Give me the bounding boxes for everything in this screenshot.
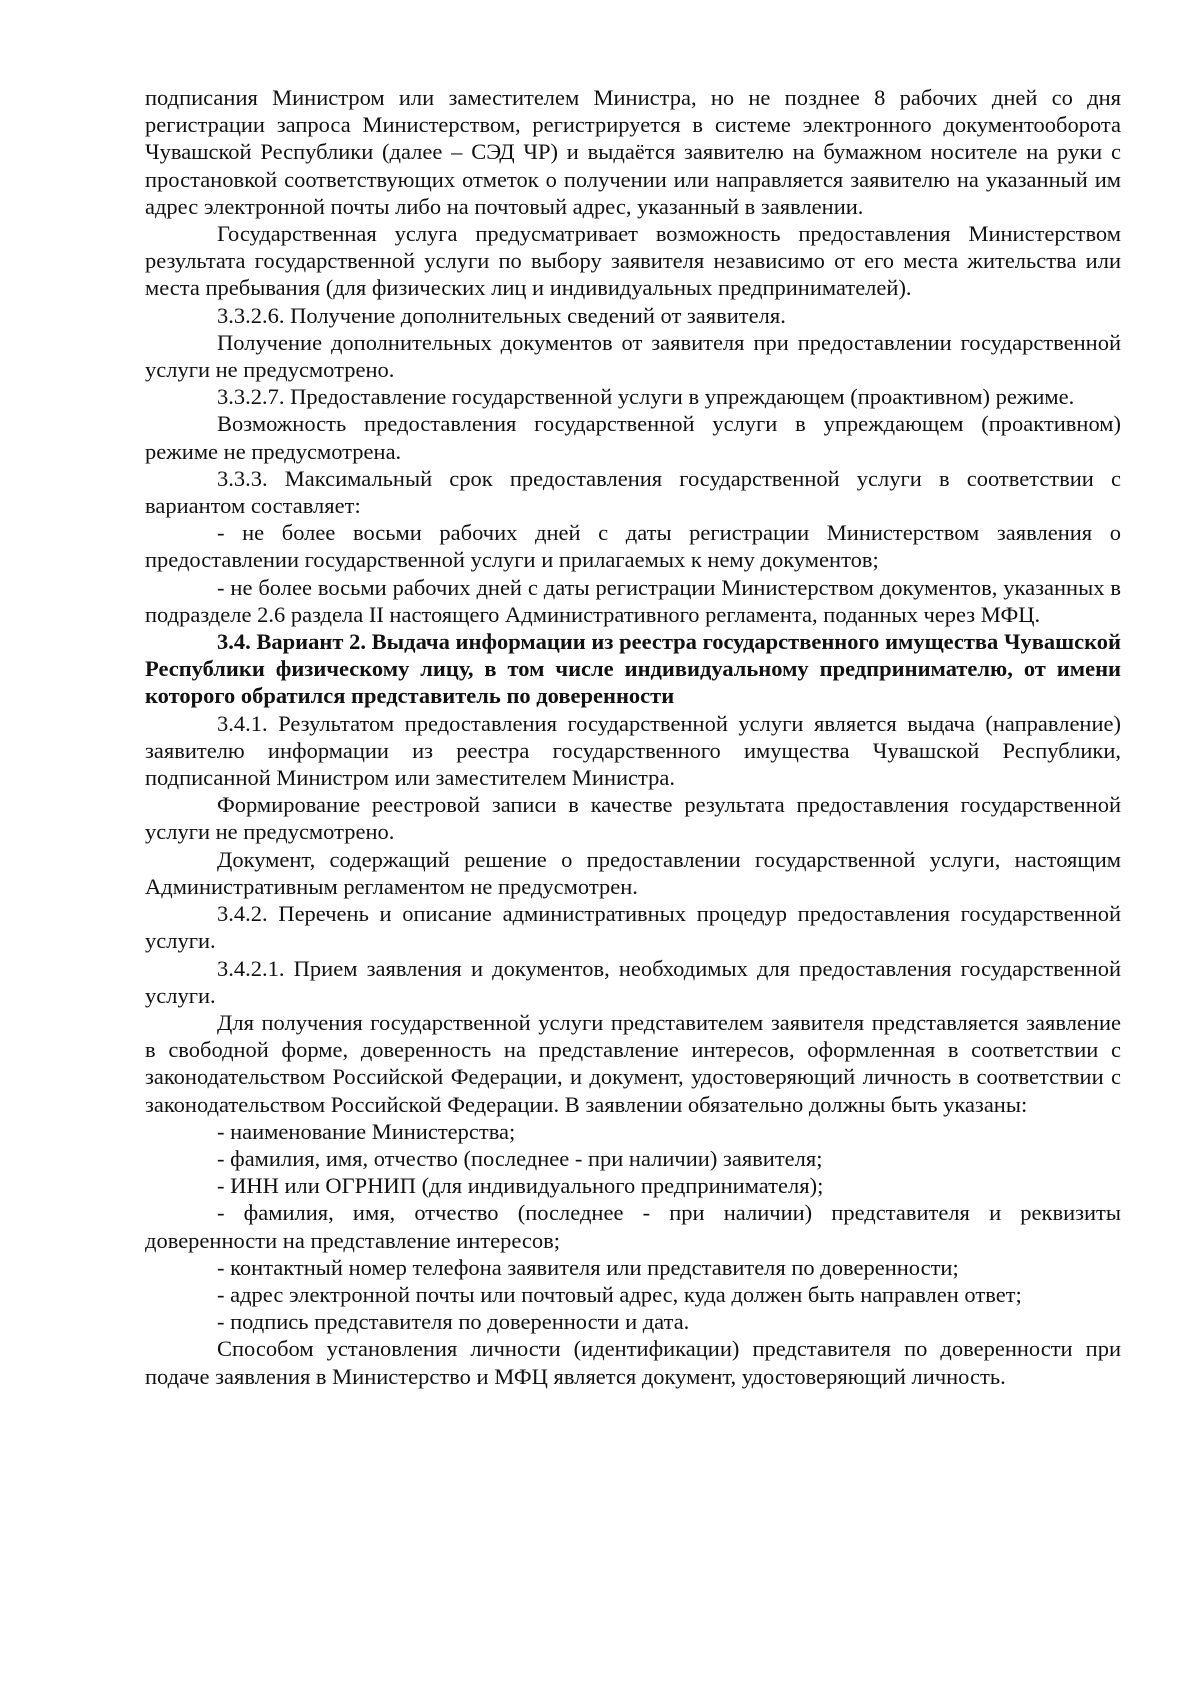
list-item-reply-address: - адрес электронной почты или почтовый адрес, куда должен быть направлен ответ; bbox=[217, 1281, 1022, 1307]
section-heading-3-4: 3.4. Вариант 2. Выдача информации из реестра государственного имущества Чувашской Республики физическому лицу, в том числе индивидуальному предпринимателю, от имени которого обратился представитель по доверенности bbox=[145, 629, 1121, 709]
paragraph-identification-method: Способом установления личности (идентификации) представителя по доверенности при подаче заявления в Министерство и МФЦ является документ, удостоверяющий личность. bbox=[145, 1336, 1121, 1389]
paragraph-3-4-1-result: 3.4.1. Результатом предоставления государственной услуги является выдача (направление) заявителю информации из реестра государственного имущества Чувашской Республики, подписанной Министром или заместителем Министра. bbox=[145, 710, 1121, 791]
paragraph-3-3-3-max-term: 3.3.3. Максимальный срок предоставления государственной услуги в соответствии с вариантом составляет: bbox=[145, 465, 1121, 519]
paragraph-3-3-2-6-heading: 3.3.2.6. Получение дополнительных сведений от заявителя. bbox=[217, 302, 786, 328]
paragraph-application-requirements: Для получения государственной услуги представителем заявителя представляется заявление в свободной форме, доверенность на представление интересов, оформленная в соответствии с законодательством Российской Федерации, и документ, удостоверяющий личность в соответствии с законодательством Российской Федерации. В заявлении обязательно должны быть указаны: bbox=[145, 1009, 1121, 1117]
paragraph-continuation: подписания Министром или заместителем Министра, но не позднее 8 рабочих дней со дня регистрации запроса Министерством, регистрируется в системе электронного документооборота Чувашской Республики (далее – СЭД ЧР) и выдаётся заявителю на бумажном носителе на руки с простановкой соответствующих отметок о получении или направляется заявителю на указанный им адрес электронной почты либо на почтовый адрес, указанный в заявлении. bbox=[145, 85, 1121, 219]
list-item-inn-ogrnip: - ИНН или ОГРНИП (для индивидуального предпринимателя); bbox=[217, 1173, 824, 1199]
paragraph-decision-document: Документ, содержащий решение о предоставлении государственной услуги, настоящим Административным регламентом не предусмотрен. bbox=[145, 846, 1121, 899]
list-item-term-ministry: - не более восьми рабочих дней с даты регистрации Министерством заявления о предоставлении государственной услуги и прилагаемых к нему документов; bbox=[145, 520, 1121, 573]
list-item-contact-phone: - контактный номер телефона заявителя или представителя по доверенности; bbox=[217, 1254, 959, 1280]
list-item-representative-details: - фамилия, имя, отчество (последнее - при наличии) представителя и реквизиты доверенности на представление интересов; bbox=[145, 1200, 1121, 1253]
paragraph-registry-record: Формирование реестровой записи в качестве результата предоставления государственной услуги не предусмотрено. bbox=[145, 792, 1121, 845]
paragraph-3-4-2-1-heading: 3.4.2.1. Прием заявления и документов, необходимых для предоставления государственной услуги. bbox=[145, 955, 1121, 1008]
list-item-signature-date: - подпись представителя по доверенности и дата. bbox=[217, 1309, 690, 1335]
paragraph-proactive-mode: Возможность предоставления государственной услуги в упреждающем (проактивном) режиме не предусмотрена. bbox=[145, 411, 1121, 464]
paragraph-3-3-2-7-heading: 3.3.2.7. Предоставление государственной услуги в упреждающем (проактивном) режиме. bbox=[217, 384, 1075, 410]
list-item-applicant-name: - фамилия, имя, отчество (последнее - при наличии) заявителя; bbox=[217, 1145, 823, 1171]
paragraph-additional-docs: Получение дополнительных документов от заявителя при предоставлении государственной услуги не предусмотрено. bbox=[145, 329, 1121, 383]
paragraph-service-result-choice: Государственная услуга предусматривает возможность предоставления Министерством результата государственной услуги по выбору заявителя независимо от его места жительства или места пребывания (для физических лиц и индивидуальных предпринимателей). bbox=[145, 221, 1121, 301]
document-page bbox=[145, 84, 1121, 1390]
list-item-term-mfc: - не более восьми рабочих дней с даты регистрации Министерством документов, указанных в подразделе 2.6 раздела II настоящего Административного регламента, поданных через МФЦ. bbox=[145, 574, 1121, 627]
paragraph-3-4-2-heading: 3.4.2. Перечень и описание административных процедур предоставления государственной услуги. bbox=[145, 901, 1121, 954]
list-item-ministry-name: - наименование Министерства; bbox=[217, 1118, 516, 1144]
